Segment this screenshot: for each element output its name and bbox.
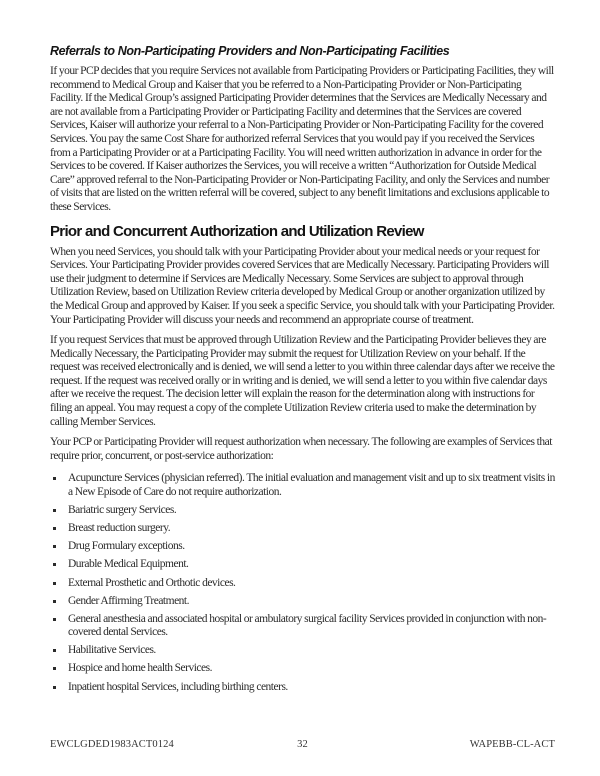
- authorization-heading: Prior and Concurrent Authorization and Utilization Review: [50, 222, 424, 240]
- list-item: [50, 644, 555, 658]
- bullet-icon: [53, 545, 56, 548]
- list-item-text: Breast reduction surgery.: [68, 522, 171, 535]
- bullet-icon: [53, 667, 56, 670]
- list-item-text: Inpatient hospital Services, including birthing centers.: [68, 680, 288, 693]
- list-item: [50, 472, 555, 499]
- bullet-icon: [53, 477, 56, 480]
- bullet-icon: [53, 527, 56, 530]
- list-item: [50, 681, 555, 695]
- list-item-text: Bariatric surgery Services.: [68, 504, 177, 517]
- list-item: [50, 613, 555, 640]
- list-item-text: External Prosthetic and Orthotic devices.: [68, 576, 236, 589]
- authorization-paragraph-1: When you need Services, you should talk with your Participating Provider about your medical needs or your request for Services. Your Participating Provider provides covered Services that are Medically Necessary. Participating Providers will use their judgment to determine if Services are Medically Necessary. Some Services are subject to approval through Utilization Review, based on Utilization Review criteria developed by Medical Group or another organization utilized by the Medical Group and approved by Kaiser. If you seek a specific Service, you should talk with your Participating Provider. Your Participating Provider will discuss your needs and recommend an appropriate course of treatment.: [50, 245, 555, 326]
- bullet-icon: [53, 582, 56, 585]
- list-item: [50, 662, 555, 676]
- authorization-paragraph-2: If you request Services that must be approved through Utilization Review and the Participating Provider believes they are Medically Necessary, the Participating Provider may submit the request for Utilization Review on your behalf. If the request was received electronically and is denied, we will send a letter to you within three calendar days after we receive the request. If the request was received orally or in writing and is denied, we will send a letter to you within five calendar days after we receive the request. The decision letter will explain the reason for the determination along with instructions for filing an appeal. You may request a copy of the complete Utilization Review criteria used to make the determination by calling Member Services.: [50, 334, 555, 428]
- list-item-text: Durable Medical Equipment.: [68, 558, 189, 571]
- list-item: [50, 522, 555, 536]
- section-referrals: [50, 44, 555, 215]
- list-item: [50, 504, 555, 518]
- list-item-text: General anesthesia and associated hospital or ambulatory surgical facility Services provided in conjunction with non-covered dental Services.: [68, 612, 547, 639]
- list-item: [50, 577, 555, 591]
- referrals-heading: Referrals to Non-Participating Providers and Non-Participating Facilities: [50, 44, 450, 58]
- list-item-text: Acupuncture Services (physician referred). The initial evaluation and management visit and up to six treatment visits in a New Episode of Care do not require authorization.: [68, 472, 555, 499]
- bullet-icon: [53, 649, 56, 652]
- bullet-icon: [53, 509, 56, 512]
- footer-plan-code: WAPEBB-CL-ACT: [469, 739, 555, 750]
- bullet-icon: [53, 600, 56, 603]
- authorization-examples-list: [50, 472, 555, 694]
- list-item: [50, 595, 555, 609]
- referrals-paragraph: If your PCP decides that you require Services not available from Participating Providers or Participating Facilities, they will recommend to Medical Group and Kaiser that you be referred to a Non-Participating Provider or Non-Participating Facility. If the Medical Group’s assigned Participating Provider determines that the Services are Medically Necessary and are not available from a Participating Provider or Participating Facility and determines that the Services are covered Services, Kaiser will authorize your referral to a Non-Participating Provider or Non-Participating Facility for the covered Services. You pay the same Cost Share for authorized referral Services that you would pay if you received the Services from a Participating Provider or at a Participating Facility. You will need written authorization in advance in order for the Services to be covered. If Kaiser authorizes the Services, you will receive a written “Authorization for Outside Medical Care” approved referral to the Non-Participating Provider or Non-Participating Facility, and only the Services and number of visits that are listed on the written referral will be covered, subject to any benefit limitations and exclusions applicable to these Services.: [50, 65, 554, 213]
- list-item-text: Hospice and home health Services.: [68, 662, 212, 675]
- footer-document-code: EWCLGDED1983ACT0124: [50, 739, 174, 750]
- bullet-icon: [53, 563, 56, 566]
- bullet-icon: [53, 686, 56, 689]
- authorization-paragraph-3: Your PCP or Participating Provider will request authorization when necessary. The following are examples of Services that require prior, concurrent, or post-service authorization:: [50, 436, 552, 462]
- bullet-icon: [53, 618, 56, 621]
- list-item-text: Gender Affirming Treatment.: [68, 594, 189, 607]
- footer-page-number: 32: [297, 739, 308, 750]
- list-item: [50, 540, 555, 554]
- section-authorization: [50, 223, 555, 695]
- list-item-text: Drug Formulary exceptions.: [68, 540, 185, 553]
- list-item-text: Habilitative Services.: [68, 644, 156, 657]
- list-item: [50, 558, 555, 572]
